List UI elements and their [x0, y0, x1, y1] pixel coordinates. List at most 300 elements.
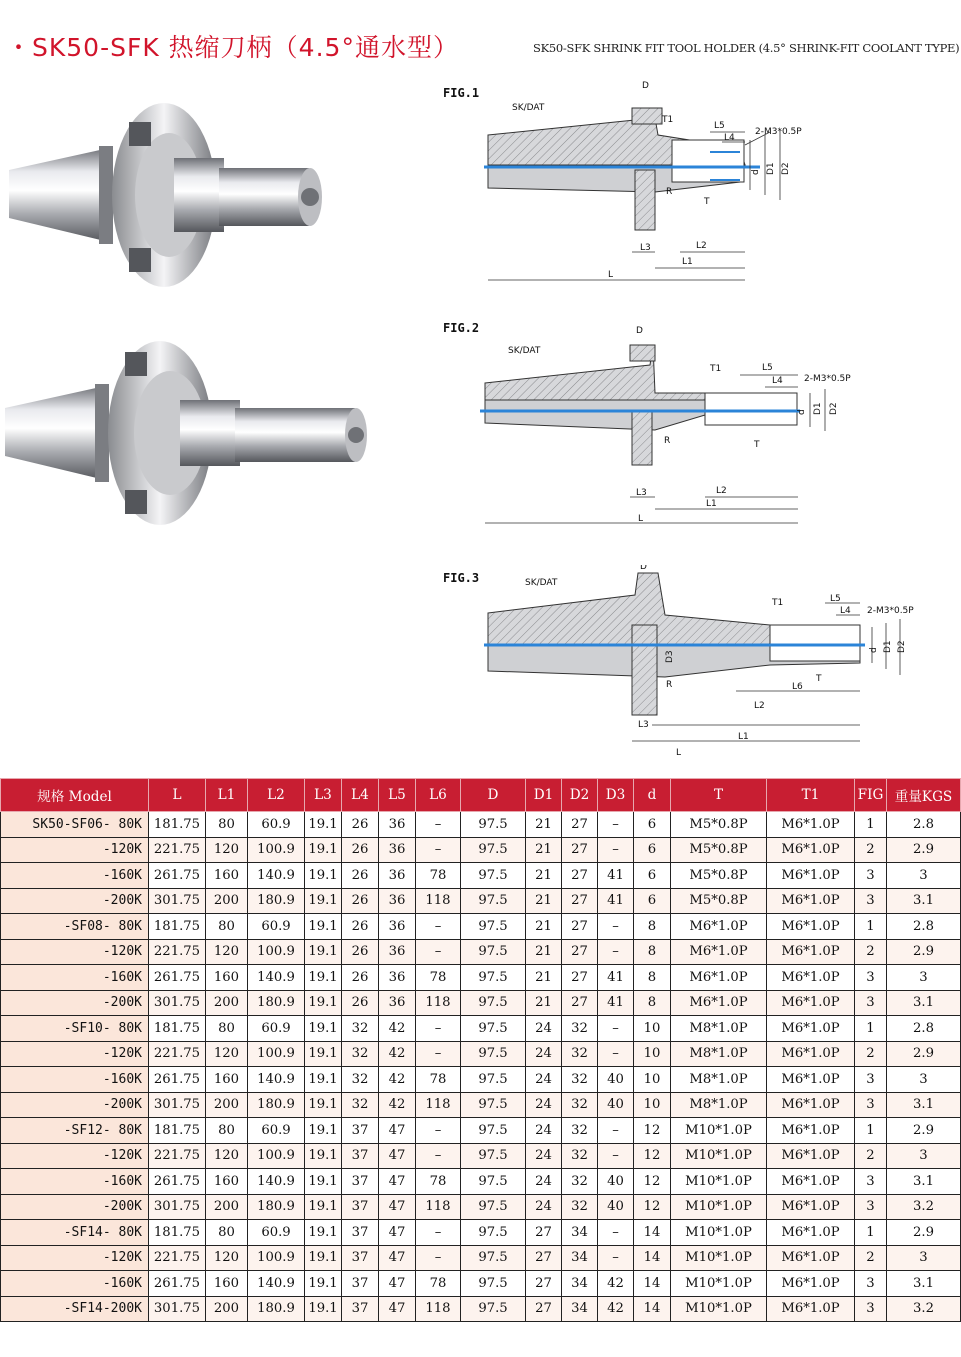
- value-cell: 40: [598, 1092, 634, 1118]
- value-cell: 21: [526, 990, 562, 1016]
- dim-d: d: [751, 169, 761, 175]
- dim-D1: D1: [883, 640, 893, 653]
- value-cell: 12: [634, 1118, 671, 1144]
- dim-L3: L3: [636, 488, 647, 498]
- value-cell: 60.9: [248, 914, 305, 940]
- value-cell: 118: [416, 888, 461, 914]
- value-cell: 19.1: [305, 812, 342, 838]
- table-row: [1, 1067, 961, 1093]
- value-cell: 26: [342, 965, 379, 991]
- value-cell: –: [598, 1041, 634, 1067]
- value-cell: 14: [634, 1220, 671, 1246]
- value-cell: M6*1.0P: [767, 1245, 855, 1271]
- value-cell: 97.5: [461, 1271, 526, 1297]
- table-row: [1, 1271, 961, 1297]
- value-cell: 3: [855, 1067, 887, 1093]
- value-cell: M5*0.8P: [671, 837, 767, 863]
- value-cell: 37: [342, 1271, 379, 1297]
- value-cell: 2.9: [887, 939, 961, 965]
- value-cell: 24: [526, 1169, 562, 1195]
- technical-drawing: [440, 315, 960, 530]
- dim-L1: L1: [682, 257, 693, 267]
- value-cell: 41: [598, 990, 634, 1016]
- column-header: D3: [598, 779, 634, 812]
- dim-L2: L2: [716, 486, 727, 496]
- value-cell: 36: [379, 888, 416, 914]
- value-cell: 10: [634, 1067, 671, 1093]
- column-header: 规格 Model: [1, 779, 149, 812]
- value-cell: 97.5: [461, 863, 526, 889]
- value-cell: 200: [206, 1194, 248, 1220]
- value-cell: 40: [598, 1194, 634, 1220]
- value-cell: 97.5: [461, 1016, 526, 1042]
- value-cell: 27: [562, 965, 598, 991]
- column-header: D2: [562, 779, 598, 812]
- value-cell: 21: [526, 965, 562, 991]
- value-cell: 37: [342, 1194, 379, 1220]
- value-cell: M8*1.0P: [671, 1067, 767, 1093]
- value-cell: –: [416, 1220, 461, 1246]
- value-cell: 3: [855, 863, 887, 889]
- value-cell: 200: [206, 1092, 248, 1118]
- dim-R: R: [666, 187, 673, 197]
- value-cell: 1: [855, 812, 887, 838]
- value-cell: 100.9: [248, 1041, 305, 1067]
- column-header: L5: [379, 779, 416, 812]
- value-cell: –: [416, 812, 461, 838]
- value-cell: 100.9: [248, 1245, 305, 1271]
- value-cell: M8*1.0P: [671, 1092, 767, 1118]
- value-cell: 26: [342, 863, 379, 889]
- value-cell: M6*1.0P: [767, 1041, 855, 1067]
- value-cell: 97.5: [461, 1067, 526, 1093]
- value-cell: 97.5: [461, 1194, 526, 1220]
- table-header-row: [1, 779, 961, 812]
- value-cell: 32: [342, 1067, 379, 1093]
- value-cell: M10*1.0P: [671, 1220, 767, 1246]
- value-cell: 140.9: [248, 965, 305, 991]
- value-cell: 21: [526, 939, 562, 965]
- value-cell: 97.5: [461, 990, 526, 1016]
- value-cell: M10*1.0P: [671, 1296, 767, 1322]
- value-cell: 26: [342, 990, 379, 1016]
- value-cell: 120: [206, 1143, 248, 1169]
- column-header: L3: [305, 779, 342, 812]
- value-cell: 181.75: [149, 914, 206, 940]
- table-row: [1, 888, 961, 914]
- value-cell: M8*1.0P: [671, 1016, 767, 1042]
- value-cell: 19.1: [305, 1194, 342, 1220]
- value-cell: 60.9: [248, 1118, 305, 1144]
- technical-drawing: [440, 80, 960, 290]
- value-cell: 10: [634, 1041, 671, 1067]
- value-cell: M10*1.0P: [671, 1194, 767, 1220]
- value-cell: 2.9: [887, 1220, 961, 1246]
- value-cell: 100.9: [248, 1143, 305, 1169]
- value-cell: 27: [526, 1271, 562, 1297]
- value-cell: 19.1: [305, 990, 342, 1016]
- dim-T: T: [704, 197, 710, 207]
- value-cell: 32: [562, 1067, 598, 1093]
- value-cell: 97.5: [461, 914, 526, 940]
- value-cell: 160: [206, 965, 248, 991]
- model-cell: -200K: [1, 888, 149, 914]
- figure-1: [440, 80, 960, 290]
- table-row: [1, 1169, 961, 1195]
- value-cell: 120: [206, 1245, 248, 1271]
- value-cell: M10*1.0P: [671, 1245, 767, 1271]
- model-cell: -120K: [1, 1245, 149, 1271]
- model-cell: -160K: [1, 1067, 149, 1093]
- value-cell: 140.9: [248, 863, 305, 889]
- value-cell: M6*1.0P: [767, 990, 855, 1016]
- value-cell: –: [598, 837, 634, 863]
- value-cell: 3.1: [887, 1169, 961, 1195]
- value-cell: 12: [634, 1194, 671, 1220]
- dim-D: D: [642, 81, 649, 91]
- dim-L4: L4: [772, 376, 783, 386]
- value-cell: 97.5: [461, 965, 526, 991]
- value-cell: 19.1: [305, 1041, 342, 1067]
- dim-L3: L3: [638, 720, 649, 730]
- value-cell: 180.9: [248, 1296, 305, 1322]
- value-cell: 97.5: [461, 1143, 526, 1169]
- value-cell: 19.1: [305, 1067, 342, 1093]
- value-cell: 261.75: [149, 863, 206, 889]
- value-cell: 2: [855, 837, 887, 863]
- value-cell: 97.5: [461, 837, 526, 863]
- value-cell: 3: [855, 1296, 887, 1322]
- value-cell: 24: [526, 1143, 562, 1169]
- dim-T: T: [816, 674, 822, 684]
- value-cell: –: [598, 939, 634, 965]
- column-header: FIG: [855, 779, 887, 812]
- value-cell: 47: [379, 1296, 416, 1322]
- value-cell: 32: [562, 1016, 598, 1042]
- dim-sk: SK/DAT: [512, 103, 545, 113]
- value-cell: 42: [379, 1016, 416, 1042]
- value-cell: 27: [562, 812, 598, 838]
- value-cell: 221.75: [149, 1041, 206, 1067]
- model-cell: -SF14- 80K: [1, 1220, 149, 1246]
- value-cell: 19.1: [305, 863, 342, 889]
- value-cell: 14: [634, 1245, 671, 1271]
- dim-L2: L2: [754, 701, 765, 711]
- value-cell: 32: [562, 1118, 598, 1144]
- value-cell: 140.9: [248, 1271, 305, 1297]
- value-cell: 78: [416, 965, 461, 991]
- value-cell: 2.8: [887, 914, 961, 940]
- value-cell: –: [416, 914, 461, 940]
- value-cell: 120: [206, 939, 248, 965]
- model-cell: -200K: [1, 990, 149, 1016]
- value-cell: 14: [634, 1296, 671, 1322]
- value-cell: 34: [562, 1271, 598, 1297]
- dim-L: L: [608, 270, 614, 280]
- table-row: [1, 1143, 961, 1169]
- value-cell: M6*1.0P: [767, 965, 855, 991]
- column-header: L2: [248, 779, 305, 812]
- dim-L1: L1: [706, 499, 717, 509]
- value-cell: 3.1: [887, 1271, 961, 1297]
- value-cell: 21: [526, 888, 562, 914]
- value-cell: 19.1: [305, 1245, 342, 1271]
- column-header: L4: [342, 779, 379, 812]
- value-cell: 14: [634, 1271, 671, 1297]
- figure-label: FIG.3: [443, 571, 480, 585]
- value-cell: M6*1.0P: [767, 1092, 855, 1118]
- value-cell: M6*1.0P: [767, 1067, 855, 1093]
- dim-D: D: [636, 326, 643, 336]
- dim-L4: L4: [840, 606, 851, 616]
- dim-L5: L5: [762, 363, 773, 373]
- value-cell: 27: [526, 1245, 562, 1271]
- value-cell: 118: [416, 990, 461, 1016]
- column-header: L6: [416, 779, 461, 812]
- value-cell: 24: [526, 1118, 562, 1144]
- value-cell: 42: [379, 1067, 416, 1093]
- dim-thread: 2-M3*0.5P: [804, 374, 851, 384]
- value-cell: 180.9: [248, 888, 305, 914]
- value-cell: 160: [206, 863, 248, 889]
- figure-label: FIG.1: [443, 86, 480, 100]
- value-cell: 6: [634, 863, 671, 889]
- value-cell: 261.75: [149, 1271, 206, 1297]
- value-cell: 27: [526, 1220, 562, 1246]
- model-cell: -SF10- 80K: [1, 1016, 149, 1042]
- value-cell: 261.75: [149, 1169, 206, 1195]
- value-cell: 181.75: [149, 812, 206, 838]
- value-cell: 97.5: [461, 1092, 526, 1118]
- column-header: 重量KGS: [887, 779, 961, 812]
- table-row: [1, 1092, 961, 1118]
- value-cell: 24: [526, 1067, 562, 1093]
- value-cell: 1: [855, 914, 887, 940]
- value-cell: 47: [379, 1245, 416, 1271]
- value-cell: 180.9: [248, 1092, 305, 1118]
- value-cell: 118: [416, 1296, 461, 1322]
- value-cell: 2: [855, 1143, 887, 1169]
- value-cell: 32: [342, 1016, 379, 1042]
- model-cell: -200K: [1, 1194, 149, 1220]
- value-cell: 27: [562, 888, 598, 914]
- value-cell: 26: [342, 837, 379, 863]
- value-cell: 24: [526, 1041, 562, 1067]
- value-cell: M6*1.0P: [767, 863, 855, 889]
- column-header: d: [634, 779, 671, 812]
- dim-L5: L5: [714, 121, 725, 131]
- dim-L: L: [638, 514, 644, 524]
- value-cell: 19.1: [305, 1092, 342, 1118]
- value-cell: M10*1.0P: [671, 1118, 767, 1144]
- table-row: [1, 939, 961, 965]
- model-cell: -160K: [1, 965, 149, 991]
- table-row: [1, 990, 961, 1016]
- value-cell: 2: [855, 1245, 887, 1271]
- table-row: [1, 1016, 961, 1042]
- value-cell: 19.1: [305, 1143, 342, 1169]
- value-cell: M6*1.0P: [767, 1194, 855, 1220]
- value-cell: M10*1.0P: [671, 1143, 767, 1169]
- column-header: T1: [767, 779, 855, 812]
- value-cell: 34: [562, 1220, 598, 1246]
- value-cell: 200: [206, 990, 248, 1016]
- product-photo-1: [4, 100, 334, 295]
- value-cell: 27: [562, 863, 598, 889]
- value-cell: 10: [634, 1016, 671, 1042]
- value-cell: 3: [887, 863, 961, 889]
- value-cell: M6*1.0P: [767, 812, 855, 838]
- value-cell: 97.5: [461, 888, 526, 914]
- value-cell: 2.8: [887, 812, 961, 838]
- table-row: [1, 812, 961, 838]
- value-cell: 221.75: [149, 939, 206, 965]
- value-cell: M6*1.0P: [767, 1220, 855, 1246]
- value-cell: 80: [206, 1118, 248, 1144]
- value-cell: 97.5: [461, 1245, 526, 1271]
- value-cell: M6*1.0P: [767, 1143, 855, 1169]
- value-cell: 27: [562, 837, 598, 863]
- value-cell: 8: [634, 990, 671, 1016]
- value-cell: 32: [562, 1143, 598, 1169]
- value-cell: 12: [634, 1169, 671, 1195]
- value-cell: 140.9: [248, 1169, 305, 1195]
- value-cell: 118: [416, 1092, 461, 1118]
- value-cell: 40: [598, 1067, 634, 1093]
- value-cell: 160: [206, 1271, 248, 1297]
- column-header: T: [671, 779, 767, 812]
- value-cell: 100.9: [248, 837, 305, 863]
- table-row: [1, 1245, 961, 1271]
- value-cell: 8: [634, 965, 671, 991]
- value-cell: –: [416, 939, 461, 965]
- value-cell: 36: [379, 914, 416, 940]
- value-cell: 37: [342, 1296, 379, 1322]
- table-row: [1, 1118, 961, 1144]
- value-cell: 37: [342, 1245, 379, 1271]
- dim-thread: 2-M3*0.5P: [867, 606, 914, 616]
- value-cell: 32: [562, 1169, 598, 1195]
- value-cell: 60.9: [248, 812, 305, 838]
- value-cell: 3.2: [887, 1296, 961, 1322]
- value-cell: 200: [206, 888, 248, 914]
- value-cell: 36: [379, 837, 416, 863]
- value-cell: 27: [562, 939, 598, 965]
- column-header: L1: [206, 779, 248, 812]
- value-cell: –: [598, 1143, 634, 1169]
- dim-d: d: [797, 409, 807, 415]
- value-cell: 181.75: [149, 1220, 206, 1246]
- value-cell: 261.75: [149, 1067, 206, 1093]
- value-cell: 3: [887, 1245, 961, 1271]
- value-cell: 41: [598, 863, 634, 889]
- value-cell: 27: [526, 1296, 562, 1322]
- table-row: [1, 1194, 961, 1220]
- value-cell: 37: [342, 1169, 379, 1195]
- value-cell: M5*0.8P: [671, 812, 767, 838]
- dim-L: L: [676, 748, 682, 758]
- column-header: D1: [526, 779, 562, 812]
- value-cell: 261.75: [149, 965, 206, 991]
- technical-drawing: [440, 565, 960, 765]
- value-cell: 3.1: [887, 888, 961, 914]
- model-cell: -160K: [1, 1271, 149, 1297]
- value-cell: –: [416, 1245, 461, 1271]
- value-cell: 37: [342, 1118, 379, 1144]
- value-cell: 26: [342, 888, 379, 914]
- value-cell: 3: [855, 965, 887, 991]
- value-cell: –: [416, 1118, 461, 1144]
- value-cell: M6*1.0P: [671, 939, 767, 965]
- value-cell: 2: [855, 939, 887, 965]
- value-cell: M8*1.0P: [671, 1041, 767, 1067]
- value-cell: 80: [206, 1220, 248, 1246]
- table-row: [1, 1220, 961, 1246]
- column-header: D: [461, 779, 526, 812]
- value-cell: 3: [855, 1194, 887, 1220]
- model-cell: -200K: [1, 1092, 149, 1118]
- value-cell: 19.1: [305, 1220, 342, 1246]
- dim-L2: L2: [696, 241, 707, 251]
- value-cell: 160: [206, 1067, 248, 1093]
- dim-L1: L1: [738, 732, 749, 742]
- dim-L4: L4: [724, 133, 735, 143]
- value-cell: 100.9: [248, 939, 305, 965]
- value-cell: 1: [855, 1016, 887, 1042]
- value-cell: 1: [855, 1118, 887, 1144]
- value-cell: 160: [206, 1169, 248, 1195]
- value-cell: 32: [562, 1092, 598, 1118]
- value-cell: 2: [855, 1041, 887, 1067]
- value-cell: 2.9: [887, 837, 961, 863]
- value-cell: –: [416, 1143, 461, 1169]
- value-cell: 19.1: [305, 965, 342, 991]
- value-cell: 27: [562, 990, 598, 1016]
- value-cell: 42: [379, 1092, 416, 1118]
- model-cell: -120K: [1, 1041, 149, 1067]
- value-cell: 3: [855, 1169, 887, 1195]
- dim-sk: SK/DAT: [525, 578, 558, 588]
- value-cell: 32: [562, 1041, 598, 1067]
- value-cell: 37: [342, 1220, 379, 1246]
- value-cell: 181.75: [149, 1016, 206, 1042]
- value-cell: 41: [598, 888, 634, 914]
- value-cell: –: [416, 1016, 461, 1042]
- value-cell: 36: [379, 965, 416, 991]
- model-cell: -SF14-200K: [1, 1296, 149, 1322]
- value-cell: 3: [855, 990, 887, 1016]
- value-cell: 27: [562, 914, 598, 940]
- value-cell: 8: [634, 939, 671, 965]
- value-cell: 19.1: [305, 888, 342, 914]
- value-cell: 2.8: [887, 1016, 961, 1042]
- value-cell: 60.9: [248, 1220, 305, 1246]
- value-cell: –: [598, 914, 634, 940]
- dim-L3: L3: [640, 243, 651, 253]
- model-cell: -160K: [1, 1169, 149, 1195]
- value-cell: 78: [416, 1271, 461, 1297]
- value-cell: 3: [855, 1092, 887, 1118]
- model-cell: -120K: [1, 837, 149, 863]
- value-cell: 3: [855, 888, 887, 914]
- value-cell: 1: [855, 1220, 887, 1246]
- value-cell: M10*1.0P: [671, 1169, 767, 1195]
- dim-D1: D1: [766, 162, 776, 175]
- dim-D2: D2: [897, 640, 907, 653]
- value-cell: 6: [634, 837, 671, 863]
- value-cell: 2.9: [887, 1041, 961, 1067]
- value-cell: 37: [342, 1143, 379, 1169]
